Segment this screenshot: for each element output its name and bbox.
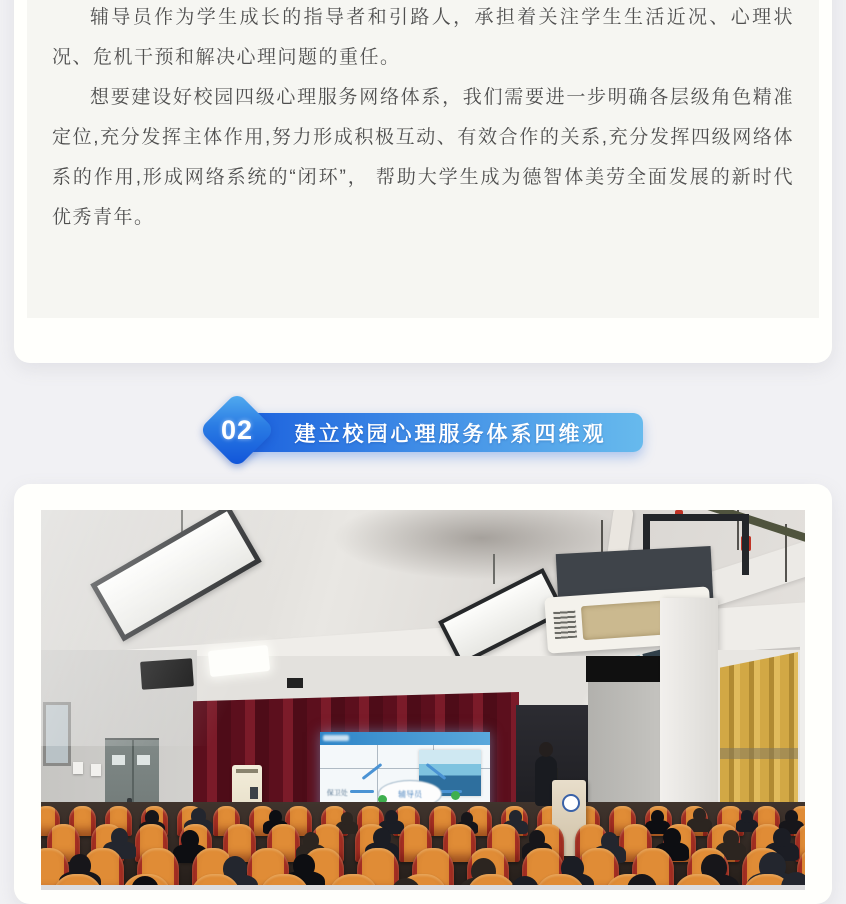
person-head: [303, 832, 319, 849]
paragraph: 辅导员作为学生成长的指导者和引路人，承担着关注学生生活近况、心理状况、危机干预和解决心理问题的重任。: [52, 7, 794, 68]
person-head: [461, 812, 473, 825]
person-head: [111, 828, 128, 846]
photo-bottom-edge: [41, 885, 805, 890]
person-head: [723, 830, 739, 847]
text-panel: [27, 0, 819, 318]
photo-card: [14, 484, 832, 904]
person-head: [269, 810, 282, 824]
person-head: [181, 830, 199, 849]
person-head: [529, 830, 545, 847]
section-title: 建立校园心理服务体系四维观: [294, 422, 607, 446]
person-head: [601, 832, 618, 850]
person-head: [785, 810, 798, 824]
person-head: [663, 828, 681, 847]
person-head: [651, 810, 664, 824]
person-head: [509, 810, 522, 824]
presenter-head: [539, 742, 553, 757]
person-head: [145, 810, 159, 825]
person-head: [293, 854, 315, 877]
diagram-hub: 辅导员: [378, 780, 442, 808]
person-head: [341, 812, 353, 825]
article-card: [14, 0, 832, 363]
section-number-badge: [199, 392, 275, 468]
section-number: 02: [220, 414, 254, 445]
podium-emblem: [562, 794, 580, 812]
person-head: [385, 810, 398, 824]
person-head: [191, 808, 206, 824]
section-banner: [232, 413, 643, 452]
person-head: [773, 828, 791, 847]
lecture-hall-photo[interactable]: [41, 510, 805, 890]
audience-seats: [41, 510, 805, 890]
person-head: [373, 828, 391, 847]
person-head: [741, 810, 753, 823]
diagram-label: 保卫处: [326, 790, 348, 798]
paragraph: 想要建设好校园四级心理服务网络体系，我们需要进一步明确各层级角色精准定位,充分发挥主体作用,努力形成积极互动、有效合作的关系,充分发挥四级网络体系的作用,形成网络系统的“闭环”， 帮助大学生成为德智体美劳全面发展的新时代优秀青年。: [52, 87, 794, 228]
article-text: [52, 0, 794, 238]
person-head: [693, 808, 706, 822]
